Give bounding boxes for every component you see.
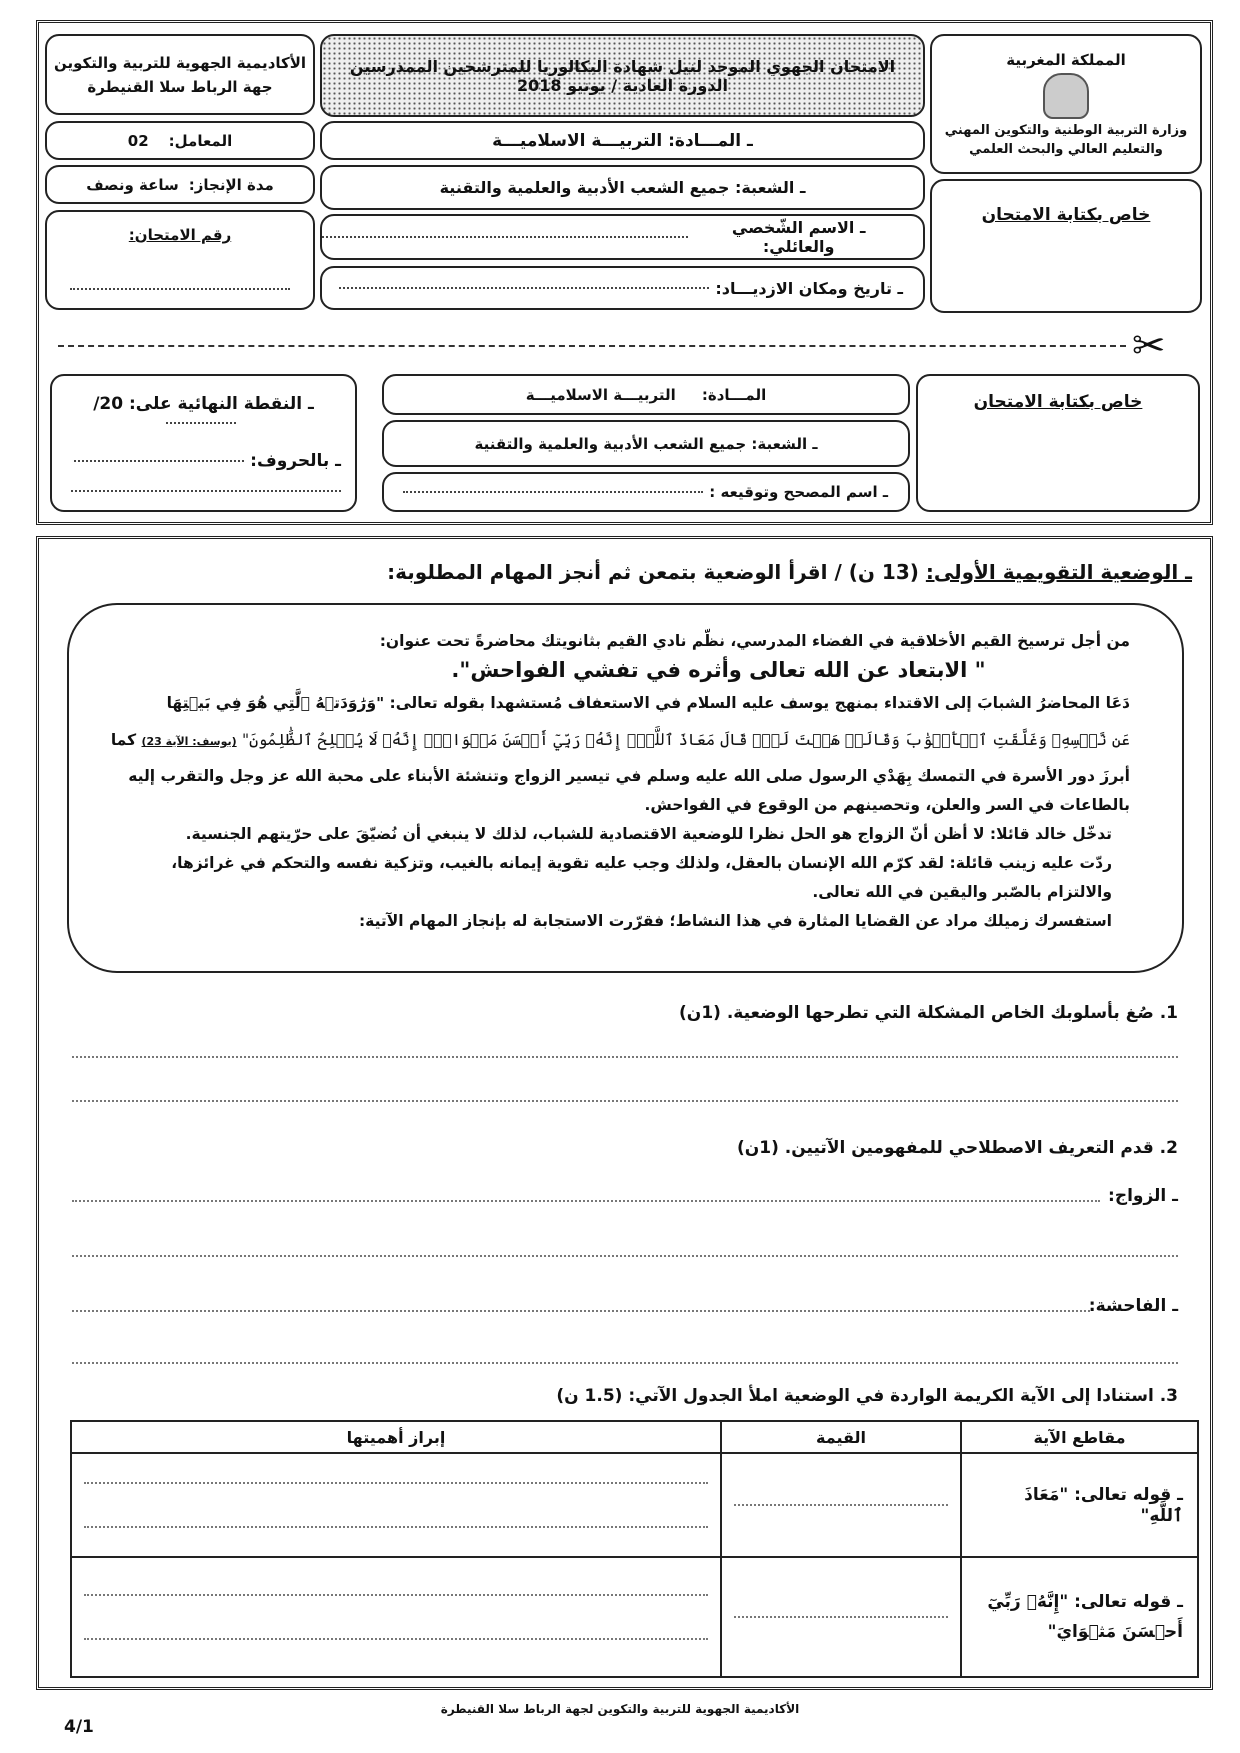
grading-subject-label: المـــادة: التربيـــة الاسلاميـــة (525, 385, 767, 404)
verse-citation: (يوسف: الآية 23) (141, 735, 237, 748)
corrector-label: ـ اسم المصحح وتوقيعه : (709, 483, 888, 501)
table-row (71, 1557, 1198, 1677)
grading-subject-box (382, 374, 910, 415)
answer-line[interactable] (72, 1056, 1178, 1058)
situation-paragraph: تدخّل خالد قائلا: لا أظن أنّ الزواج هو الحل نظرا للوضعية الاقتصادية للشباب، لذلك لا ينبغي أن نُضيّقَ على حرّيتهم الجنسية. (185, 825, 1112, 843)
section-heading (387, 560, 1192, 584)
score-box[interactable] (50, 374, 357, 512)
exam-title-box (320, 34, 925, 117)
final-score-label: ـ النقطة النهائية على: 20/ (93, 393, 314, 414)
section-instruction: (13 ن) / اقرأ الوضعية بتمعن ثم أنجز المهام المطلوبة: (387, 560, 919, 584)
ministry-line2: والتعليم العالي والبحث العلمي (969, 142, 1163, 157)
situation-paragraph: أبرزَ دور الأسرة في التمسك بِهَدْي الرسول صلى الله عليه وسلم في تيسير الزواج وتنشئة الأبناء على محبة الله عز وجل والتقرب إليه بالطاعات في السر والعلن، وتحصينهم من الوقوع في الفواحش. (128, 767, 1130, 814)
importance-cell[interactable] (71, 1557, 721, 1677)
exam-number-label: رقم الامتحان: (128, 226, 232, 244)
question-1: 1. صُغ بأسلوبك الخاص المشكلة التي تطرحها الوضعية. (1ن) (679, 1003, 1178, 1023)
ministry-box (930, 34, 1202, 174)
table-row (71, 1453, 1198, 1557)
coefficient-value: 02 (127, 131, 149, 150)
importance-cell[interactable] (71, 1453, 721, 1557)
name-label: ـ الاسم الشّخصي والعائلي: (731, 218, 866, 256)
lecture-title: " الابتعاد عن الله تعالى وأثره في تفشي الفواحش". (451, 658, 986, 682)
header-verse-segments: مقاطع الآية (961, 1421, 1198, 1453)
name-field[interactable] (322, 236, 688, 238)
header-value: القيمة (721, 1421, 961, 1453)
verse-segment-cell: ـ قوله تعالى: "إِنَّهُۥ رَبِّيٓ أَحۡسَنَ مَثۡوَايَ" (961, 1557, 1198, 1677)
exam-title-line2: الدورة العادية / يونيو 2018 (516, 75, 729, 95)
exam-office-label: خاص بكتابة الامتحان (981, 205, 1151, 225)
term-indecency-label: ـ الفاحشة: (1088, 1296, 1178, 1316)
grading-exam-office-box (916, 374, 1200, 512)
quran-verse: عَن نَّفۡسِهِۦ وَغَلَّقَتِ ٱلۡأَبۡوَٰبَ وَقَالَتۡ هَيۡتَ لَكَۚ قَالَ مَعَاذَ ٱللَّهِۖ إِنَّهُۥ رَبِّيٓ أَحۡسَنَ مَثۡوَايَۖ إِنَّهُۥ لَا يُفۡلِحُ ٱلظَّٰلِمُونَ" (242, 731, 1130, 749)
grading-exam-office-label: خاص بكتابة الامتحان (973, 392, 1143, 412)
birth-box[interactable] (320, 266, 925, 310)
academy-line1: الأكاديمية الجهوية للتربية والتكوين (53, 53, 307, 72)
exam-office-box (930, 179, 1202, 313)
academy-line2: جهة الرباط سلا القنيطرة (87, 77, 273, 96)
grading-branch-label: ـ الشعبة: جميع الشعب الأدبية والعلمية والتقنية (474, 434, 818, 453)
duration-box (45, 165, 315, 204)
duration-value: ساعة ونصف (86, 175, 179, 194)
coat-of-arms-icon (1043, 73, 1089, 119)
subject-box (320, 121, 925, 160)
kingdom-label: المملكة المغربية (1006, 51, 1126, 69)
question-2: 2. قدم التعريف الاصطلاحي للمفهومين الآتيين. (1ن) (736, 1138, 1178, 1158)
in-letters-field-2[interactable] (71, 490, 341, 492)
footer-text: الأكاديمية الجهوية للتربية والتكوين لجهة الرباط سلا القنيطرة (440, 1702, 800, 1716)
ministry-line1: وزارة التربية الوطنية والتكوين المهني (944, 123, 1188, 138)
final-score-field[interactable] (166, 422, 236, 424)
scissors-icon: ✂ (1132, 323, 1166, 369)
academy-box (45, 34, 315, 115)
in-letters-field[interactable] (74, 460, 244, 462)
branch-label: ـ الشعبة: جميع الشعب الأدبية والعلمية والتقنية (439, 178, 806, 197)
in-letters-label: ـ بالحروف: (250, 450, 341, 471)
value-cell[interactable] (721, 1557, 961, 1677)
corrector-field[interactable] (403, 491, 703, 493)
table-header-row (71, 1421, 1198, 1453)
section-title: ـ الوضعية التقويمية الأولى: (925, 560, 1192, 584)
exam-title-line1: الامتحان الجهوي الموحد لنيل شهادة البكالوريا للمترشحين الممدرسين (349, 56, 896, 76)
answer-line[interactable] (72, 1100, 1178, 1102)
values-table (70, 1420, 1199, 1678)
grading-branch-box (382, 420, 910, 467)
situation-box (67, 603, 1184, 973)
term-marriage-label: ـ الزواج: (1108, 1186, 1178, 1206)
branch-box (320, 165, 925, 210)
corrector-box[interactable] (382, 472, 910, 512)
answer-line[interactable] (72, 1310, 1090, 1312)
value-cell[interactable] (721, 1453, 961, 1557)
name-box[interactable] (320, 214, 925, 260)
citation-tail: كما (110, 731, 137, 749)
page-number: 4/1 (64, 1717, 94, 1737)
verse-segment-cell: ـ قوله تعالى: "مَعَاذَ ٱللَّهِ" (961, 1453, 1198, 1557)
birth-label: ـ تاريخ ومكان الازديـــاد: (715, 278, 903, 298)
answer-line[interactable] (72, 1200, 1100, 1202)
exam-number-field[interactable] (70, 288, 290, 290)
subject-label: ـ المـــادة: التربيـــة الاسلاميـــة (492, 130, 753, 151)
answer-line[interactable] (72, 1362, 1178, 1364)
coefficient-box (45, 121, 315, 160)
birth-field[interactable] (339, 287, 709, 289)
situation-paragraph: ردّت عليه زينب قائلة: لقد كرّم الله الإنسان بالعقل، ولذلك وجب عليه تقوية إيمانه بالغيب، وتزكية نفسه والتحكم في غرائزها، والالتزام بالصّبر واليقين في الله تعالى. (171, 854, 1112, 901)
header-importance: إبراز أهميتها (71, 1421, 721, 1453)
coefficient-label: المعامل: (168, 131, 233, 150)
cut-line (58, 345, 1126, 347)
exam-number-box[interactable] (45, 210, 315, 310)
situation-intro: من أجل ترسيخ القيم الأخلاقية في الفضاء المدرسي، نظّم نادي القيم بثانويتك محاضرةً تحت عنوان: (379, 632, 1130, 650)
situation-paragraph: استفسرك زميلك مراد عن القضايا المثارة في هذا النشاط؛ فقرّرت الاستجابة له بإنجاز المهام الآتية: (358, 912, 1112, 930)
situation-paragraph: دَعَا المحاضرُ الشبابَ إلى الاقتداء بمنهج يوسف عليه السلام في الاستعفاف مُستشهدا بقوله تعالى: "وَرَٰوَدَتۡهُ ٱلَّتِي هُوَ فِي بَيۡتِهَا (166, 694, 1130, 712)
answer-line[interactable] (72, 1255, 1178, 1257)
question-3: 3. استنادا إلى الآية الكريمة الواردة في الوضعية املأ الجدول الآتي: (1.5 ن) (556, 1386, 1178, 1406)
duration-label: مدة الإنجاز: (188, 175, 274, 194)
